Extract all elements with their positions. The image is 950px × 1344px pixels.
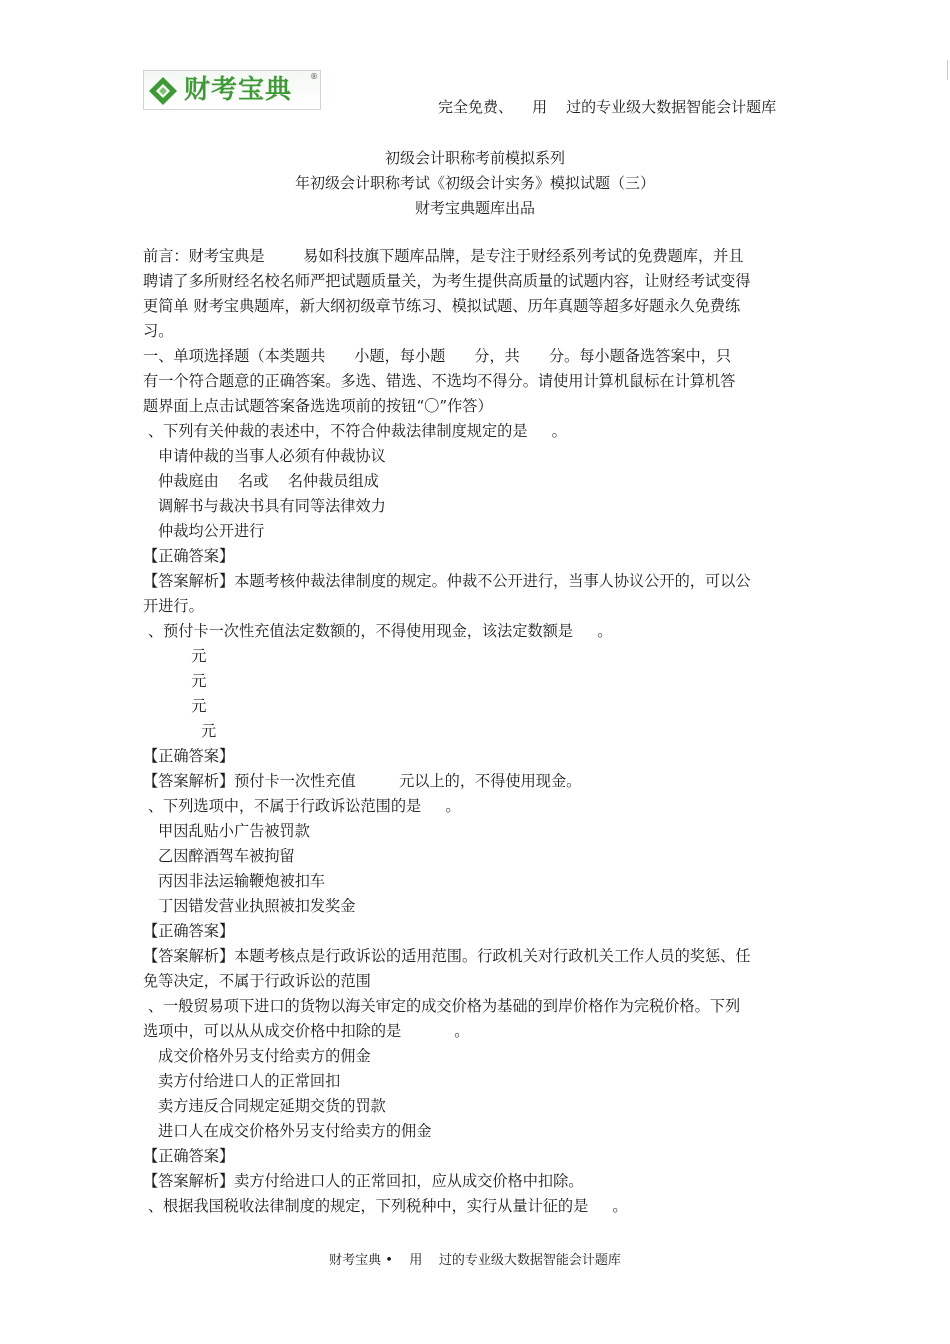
- series-title: 初级会计职称考前模拟系列: [384, 149, 565, 167]
- answer-option[interactable]: 仲裁庭由 名或 名仲裁员组成: [158, 472, 379, 490]
- answer-option[interactable]: 甲因乱贴小广告被罚款: [158, 822, 310, 840]
- answer-option[interactable]: 元: [143, 647, 207, 665]
- logo-diamond-icon: [147, 75, 179, 107]
- header-slogan: 完全免费、 用 过的专业级大数据智能会计题库: [438, 98, 777, 116]
- answer-option[interactable]: 成交价格外另支付给卖方的佣金: [158, 1047, 371, 1065]
- page-edge-line: [947, 60, 948, 80]
- exam-title: 年初级会计职称考试《初级会计实务》模拟试题（三）: [294, 174, 655, 192]
- intro-line: 习。: [143, 322, 174, 340]
- correct-answer-label: 【正确答案】: [143, 922, 235, 940]
- answer-option[interactable]: 卖方付给进口人的正常回扣: [158, 1072, 341, 1090]
- page-footer: 财考宝典 • 用 过的专业级大数据智能会计题库: [329, 1253, 621, 1268]
- answer-option[interactable]: 卖方违反合同规定延期交货的罚款: [158, 1097, 386, 1115]
- correct-answer-label: 【正确答案】: [143, 747, 235, 765]
- intro-paragraph: [143, 244, 809, 344]
- section-heading-line: 题界面上点击试题答案备选选项前的按钮“〇”作答）: [143, 397, 493, 415]
- correct-answer-label: 【正确答案】: [143, 1147, 235, 1165]
- question-stem: 、下列选项中，不属于行政诉讼范围的是 。: [143, 797, 461, 815]
- section-heading: [143, 344, 809, 419]
- question-stem: 、预付卡一次性充值法定数额的，不得使用现金，该法定数额是 。: [143, 622, 613, 640]
- question-stem: 选项中，可以从从成交价格中扣除的是 。: [143, 1022, 470, 1040]
- analysis-line: 【答案解析】预付卡一次性充值 元以上的，不得使用现金。: [143, 772, 582, 790]
- logo-registered-mark: ®: [310, 72, 318, 81]
- intro-line: 聘请了多所财经名校名师严把试题质量关，为考生提供高质量的试题内容，让财经考试变得: [143, 272, 751, 290]
- answer-option[interactable]: 丙因非法运输鞭炮被扣车: [158, 872, 326, 890]
- brand-logo: [143, 70, 321, 110]
- analysis-line: 【答案解析】本题考核点是行政诉讼的适用范围。行政机关对行政机关工作人员的奖惩、任: [143, 947, 751, 965]
- analysis-line: 免等决定，不属于行政诉讼的范围: [143, 972, 371, 990]
- analysis-line: 【答案解析】卖方付给进口人的正常回扣，应从成交价格中扣除。: [143, 1172, 584, 1190]
- question-stem: 、下列有关仲裁的表述中，不符合仲裁法律制度规定的是 。: [143, 422, 567, 440]
- intro-line: 更简单 财考宝典题库，新大纲初级章节练习、模拟试题、历年真题等超多好题永久免费练: [143, 297, 741, 315]
- answer-option[interactable]: 申请仲裁的当事人必须有仲裁协议: [158, 447, 386, 465]
- analysis-line: 【答案解析】本题考核仲裁法律制度的规定。仲裁不公开进行，当事人协议公开的，可以公: [143, 572, 751, 590]
- question-4: [143, 994, 809, 1194]
- answer-option[interactable]: 进口人在成交价格外另支付给卖方的佣金: [158, 1122, 432, 1140]
- answer-option[interactable]: 调解书与裁决书具有同等法律效力: [158, 497, 386, 515]
- section-heading-line: 一、单项选择题（本类题共 小题，每小题 分，共 分。每小题备选答案中，只: [143, 347, 732, 365]
- answer-option[interactable]: 丁因错发营业执照被扣发奖金: [158, 897, 356, 915]
- section-heading-line: 有一个符合题意的正确答案。多选、错选、不选均不得分。请使用计算机鼠标在计算机答: [143, 372, 736, 390]
- intro-line: 前言：财考宝典是 易如科技旗下题库品牌，是专注于财经系列考试的免费题库，并且: [143, 247, 744, 265]
- question-stem: 、一般贸易项下进口的货物以海关审定的成交价格为基础的到岸价格作为完税价格。下列: [143, 997, 741, 1015]
- question-stem: 、根据我国税收法律制度的规定，下列税种中，实行从量计征的是 。: [143, 1197, 628, 1215]
- correct-answer-label: 【正确答案】: [143, 547, 235, 565]
- question-3: [143, 794, 809, 994]
- question-2: [143, 619, 809, 794]
- answer-option[interactable]: 元: [143, 672, 207, 690]
- question-5: [143, 1194, 809, 1219]
- answer-option[interactable]: 仲裁均公开进行: [158, 522, 265, 540]
- answer-option[interactable]: 元: [143, 697, 207, 715]
- answer-option[interactable]: 乙因醉酒驾车被拘留: [158, 847, 295, 865]
- question-1: [143, 419, 809, 619]
- publisher-title: 财考宝典题库出品: [414, 199, 535, 217]
- answer-option[interactable]: 元: [143, 722, 217, 740]
- logo-text: 财考宝典: [184, 75, 293, 105]
- document-body: [143, 244, 809, 1219]
- analysis-line: 开进行。: [143, 597, 204, 615]
